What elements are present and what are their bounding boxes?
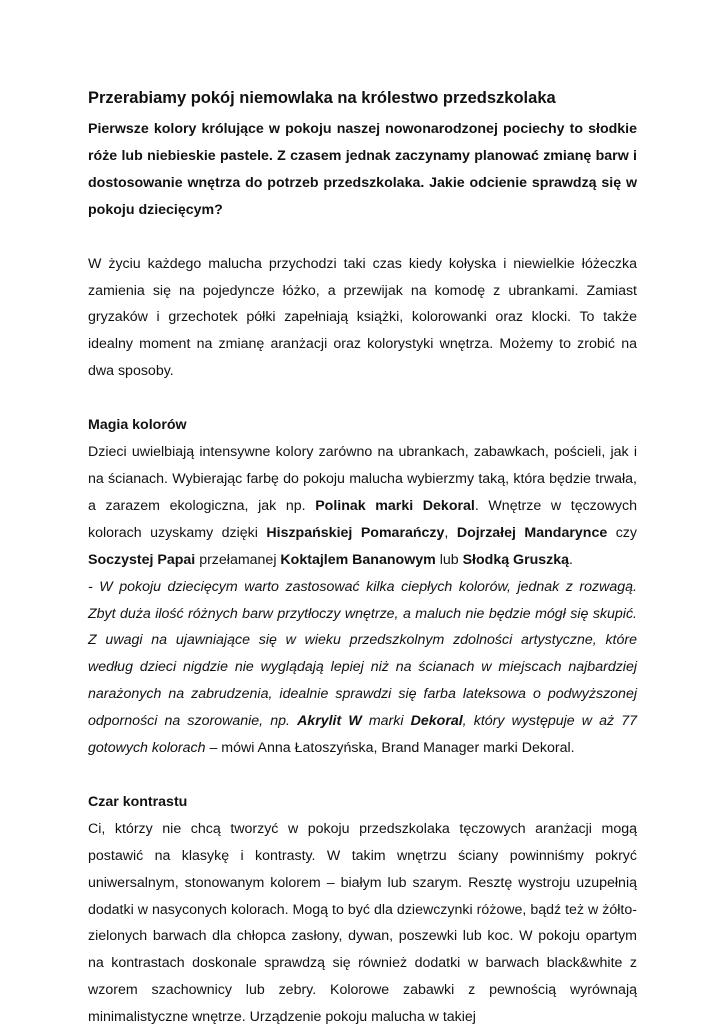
section-heading-kontrast: Czar kontrastu (88, 793, 188, 810)
product-name: Akrylit W (297, 713, 362, 730)
text-run: czy (607, 524, 637, 541)
text-run: Dzieci uwielbiają intensywne kolory zarówno na ubrankach, zabawkach, pościeli, jak i na ścianach. Wybierając farbę do pokoju malucha wybierzmy taką, która będzie trwała, a zarazem ekologiczna, jak np. (88, 444, 637, 514)
section-magia-paragraph (88, 439, 637, 574)
article-lead: Pierwsze kolory królujące w pokoju naszej nowonarodzonej pociechy to słodkie róże lub niebieskie pastele. Z czasem jednak zaczynamy planować zmianę barw i dostosowanie wnętrza do potrzeb przedszkolaka. Jakie odcienie sprawdzą się w pokoju dziecięcym? (88, 121, 637, 218)
text-run: lub (435, 551, 463, 568)
brand-name: Dekoral (410, 713, 463, 730)
quote-attribution: – mówi Anna Łatoszyńska, Brand Manager marki Dekoral. (205, 740, 575, 757)
section-kontrast-paragraph: Ci, którzy nie chcą tworzyć w pokoju przedszkolaka tęczowych aranżacji mogą postawić na klasykę i kontrasty. W takim wnętrzu ściany powinniśmy pokryć uniwersalnym, stonowanym kolorem – białym lub szarym. Resztę wystroju uzupełnią dodatki w nasyconych kolorach. Mogą to być dla dziewczynki różowe, bądź też w żółto-zielonych barwach dla chłopca zasłony, dywan, poszewki lub koc. W pokoju opartym na kontrastach doskonale sprawdzą się również dodatki w barwach black&white z wzorem szachownicy lub zebry. Kolorowe zabawki z pewnością wyrównają minimalistyczne wnętrze. Urządzenie pokoju malucha w takiej (88, 820, 637, 1026)
section-heading-magia: Magia kolorów (88, 417, 187, 434)
spacer (88, 224, 637, 251)
spacer (88, 385, 637, 412)
text-run: . (569, 551, 573, 568)
article-title: Przerabiamy pokój niemowlaka na królestwo przedszkolaka (88, 89, 556, 107)
quote-text: marki (361, 713, 411, 730)
quote-text: - W pokoju dziecięcym warto zastosować kilka ciepłych kolorów, jednak z rozwagą. Zbyt duża ilość różnych barw przytłoczy wnętrze, a maluch nie będzie mógł się skupić. Z uwagi na ujawniające się w wieku przedszkolnym zdolności artystyczne, które według dzieci nigdzie nie wyglądają lepiej niż na ścianach w miejscach najbardziej narażonych na zabrudzenia, idealnie sprawdzi się farba lateksowa o podwyższonej odporności na szorowanie, np. (88, 578, 637, 730)
color-name: Soczystej Papai (88, 551, 196, 568)
quote-text: , który występuje w aż 77 gotowych kolorach (88, 713, 637, 757)
product-name: Polinak marki Dekoral (315, 497, 475, 514)
text-run: . Wnętrze w tęczowych kolorach uzyskamy dzięki (88, 497, 637, 541)
quote-paragraph (88, 574, 637, 762)
text-run: przełamanej (195, 551, 281, 568)
color-name: Słodką Gruszką (462, 551, 570, 568)
color-name: Hiszpańskiej Pomarańczy (266, 524, 445, 541)
color-name: Dojrzałej Mandarynce (456, 524, 608, 541)
color-name: Koktajlem Bananowym (280, 551, 436, 568)
spacer (88, 762, 637, 789)
intro-paragraph: W życiu każdego malucha przychodzi taki czas kiedy kołyska i niewielkie łóżeczka zamienia się na pojedyncze łóżko, a przewijak na komodę z ubrankami. Zamiast gryzaków i grzechotek półki zapełniają książki, kolorowanki oraz klocki. To także idealny moment na zmianę aranżacji oraz kolorystyki wnętrza. Możemy to zrobić na dwa sposoby. (88, 255, 637, 380)
text-run: , (444, 524, 457, 541)
